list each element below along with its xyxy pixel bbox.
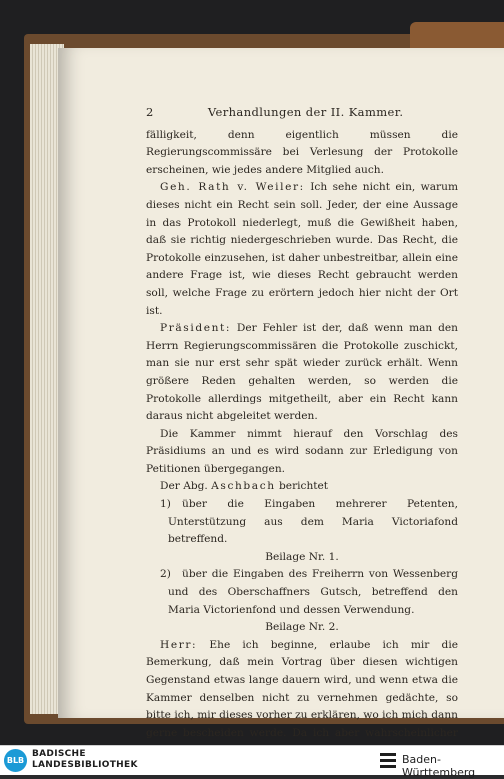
speaker-weiler: Geh. Rath v. Weiler:: [160, 181, 305, 194]
library-name[interactable]: [32, 749, 138, 771]
page-number: 2: [146, 105, 154, 119]
paragraph-2: [146, 179, 458, 320]
state-name[interactable]: Baden-Württemberg: [402, 753, 476, 779]
paragraph-5-suffix: berichtet: [275, 480, 329, 493]
footer-bar: [0, 745, 504, 779]
paragraph-5-prefix: Der Abg.: [160, 480, 212, 493]
speaker-aschbach: Aschbach: [211, 480, 276, 493]
paragraph-6-text: Ehe ich beginne, erlaube ich mir die Bemerkung, daß mein Vortrag über diesen wichtigen Gegenstand etwas lange dauern wird, und wenn etwa die Kammer denselben nicht zu vernehmen gedächte, so bitte ich, mir dieses vorher zu erklären, wo ich mich dann gerne bescheiden werde. Da ich aber wahrscheinlicher: [146, 638, 458, 739]
library-name-line1: BADISCHE: [32, 749, 86, 759]
item-text: über die Eingaben mehrerer Petenten, Unterstützung aus dem Maria Victoriafond betreffend.: [168, 498, 458, 546]
list-item: [146, 496, 458, 549]
paragraph-1: fälligkeit, denn eigentlich müssen die Regierungscommissäre bei Verlesung der Protokolle erscheinen, wie jedes andere Mitglied auch.: [146, 128, 458, 176]
item-number: 1): [160, 498, 171, 511]
library-name-line2: LANDESBIBLIOTHEK: [32, 760, 138, 770]
speaker-herr: Herr:: [160, 638, 198, 651]
paragraph-6: [146, 637, 458, 760]
beilage-2: Beilage Nr. 2.: [265, 621, 339, 634]
paragraph-2-text: Ich sehe nicht ein, warum dieses nicht ein Recht sein soll. Jeder, der eine Aussage in das Protokoll niederlegt, muß die Gewißheit haben, daß sie richtig niedergeschrieben wurde. Das Recht, die Protokolle einzusehen, ist daher unbestreitbar, allein eine andere Frage ist, wie dieses Recht gebraucht werden soll, welche Frage zu erörtern jedoch hier nicht der Ort ist.: [146, 181, 458, 317]
paragraph-5: [146, 478, 458, 496]
paragraph-3: [146, 320, 458, 426]
page-header: [146, 104, 458, 122]
item-text: über die Eingaben des Freiherrn von Wessenberg und des Oberschaffners Gutsch, betreffend den Maria Victorienfond und dessen Verwendung.: [168, 568, 458, 616]
blb-logo-icon[interactable]: BLB: [4, 749, 27, 772]
item-number: 2): [160, 568, 171, 581]
running-head: Verhandlungen der II. Kammer.: [207, 105, 404, 119]
paragraph-3-text: Der Fehler ist der, daß wenn man den Herrn Regierungscommissären die Protokolle zuschickt, man sie nur erst sehr spät wieder zurück erhält. Wenn größere Reden gehalten werden, so werden die Protokolle allerdings mitgetheilt, aber ein Recht kann daraus nicht abgeleitet werden.: [146, 322, 458, 423]
list-item: [146, 566, 458, 619]
paragraph-4: Die Kammer nimmt hierauf den Vorschlag des Präsidiums an und es wird sodann zur Erledigung von Petitionen übergegangen.: [146, 427, 458, 475]
speaker-praesident: Präsident:: [160, 322, 232, 335]
page-text: [146, 104, 458, 760]
baden-wuerttemberg-lions-icon: [380, 753, 396, 768]
beilage-1: Beilage Nr. 1.: [265, 550, 339, 563]
